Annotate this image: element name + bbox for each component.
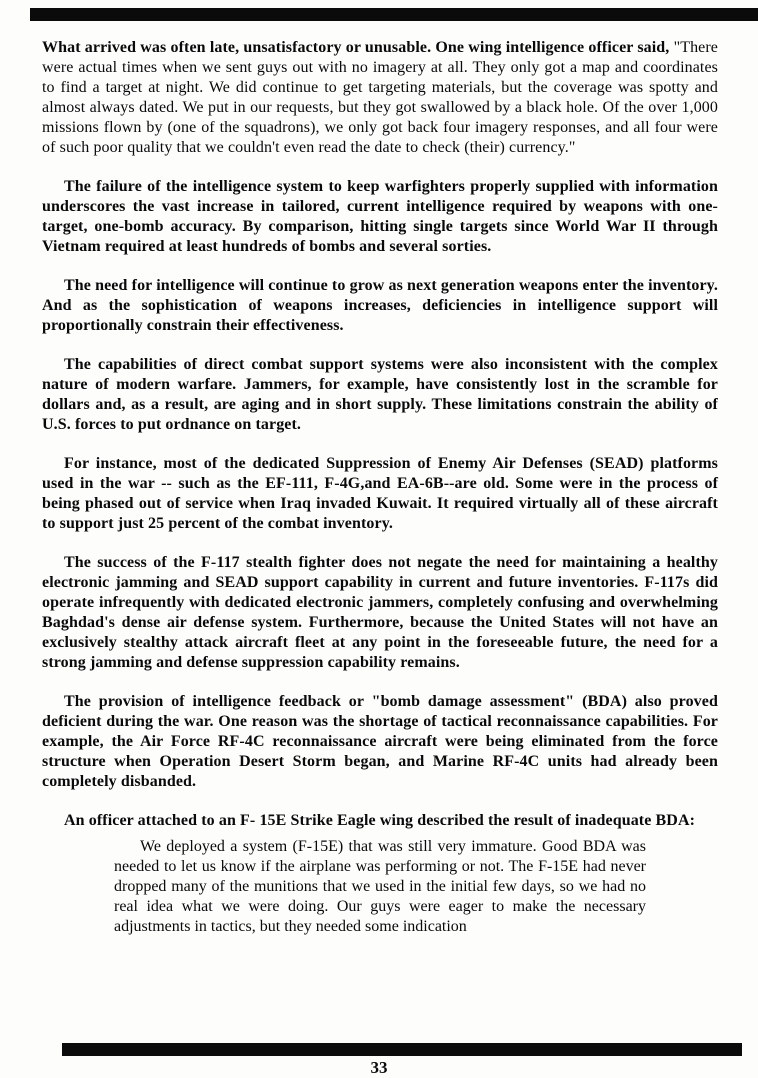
scan-edge-top-bar: [30, 8, 758, 21]
paragraph-combat-support: The capabilities of direct combat support systems were also inconsistent with the complex nature of modern warfare. Jammers, for example, have consistently lost in the scramble for dollars and, as a result, are aging and in short supply. These limitations constrain the ability of U.S. forces to put ordnance on target.: [42, 356, 718, 433]
paragraph-intelligence-failure: The failure of the intelligence system to keep warfighters properly supplied with information underscores the vast increase in tailored, current intelligence required by weapons with one- target, one-bomb accuracy. By comparison, hitting single targets since World War II through Vietnam required at least hundreds of bombs and several sorties.: [42, 178, 718, 255]
block-quote-f15e: We deployed a system (F-15E) that was still very immature. Good BDA was needed to let us know if the airplane was performing or not. The F-15E had never dropped many of the munitions that we used in the initial few days, so we had no real idea what we were doing. Our guys were eager to make the necessary adjustments in tactics, but they needed some indication: [114, 838, 646, 935]
paragraph-intro-quote: "There were actual times when we sent guys out with no imagery at all. They only got a map and coordinates to find a target at night. We did continue to get targeting materials, but the coverage was spotty and almost always dated. We put in our requests, but they got swallowed by a black hole. Of the over 1,000 missions flown by (one of the squadrons), we only got back four imagery responses, and all four were of such poor quality that we couldn't even read the date to check (their) currency.": [42, 39, 718, 156]
paragraph-officer-intro: An officer attached to an F- 15E Strike Eagle wing described the result of inadequate BDA:: [64, 812, 696, 829]
scan-edge-bottom-bar: [62, 1043, 742, 1056]
paragraph-intelligence-need: The need for intelligence will continue to grow as next generation weapons enter the inventory. And as the sophistication of weapons increases, deficiencies in intelligence support will proportionally constrain their effectiveness.: [42, 277, 718, 334]
paragraph-f117-stealth: The success of the F-117 stealth fighter does not negate the need for maintaining a healthy electronic jamming and SEAD support capability in current and future inventories. F-117s did operate infrequently with dedicated electronic jammers, completely confusing and overwhelming Baghdad's dense air defense system. Furthermore, because the United States will not have an exclusively stealthy attack aircraft fleet at any point in the foreseeable future, the need for a strong jamming and defense suppression capability remains.: [42, 554, 718, 671]
page-number: 33: [370, 1058, 388, 1077]
paragraph-intro: [42, 38, 718, 158]
paragraph-intro-bold-lead: What arrived was often late, unsatisfactory or unusable. One wing intelligence officer said,: [42, 39, 674, 56]
page-content: [42, 38, 718, 937]
paragraph-bda-feedback: The provision of intelligence feedback or "bomb damage assessment" (BDA) also proved deficient during the war. One reason was the shortage of tactical reconnaissance capabilities. For example, the Air Force RF-4C reconnaissance aircraft were being eliminated from the force structure when Operation Desert Storm began, and Marine RF-4C units had already been completely disbanded.: [42, 693, 718, 790]
paragraph-sead-platforms: For instance, most of the dedicated Suppression of Enemy Air Defenses (SEAD) platforms used in the war -- such as the EF-111, F-4G,and EA-6B--are old. Some were in the process of being phased out of service when Iraq invaded Kuwait. It required virtually all of these aircraft to support just 25 percent of the combat inventory.: [42, 455, 718, 532]
